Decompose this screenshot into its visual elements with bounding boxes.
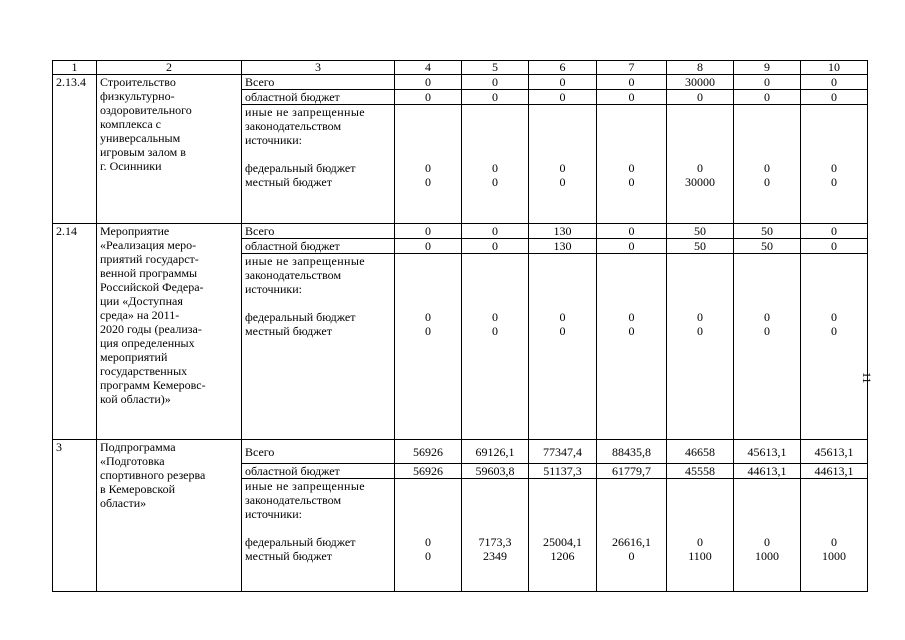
other-sources-line: законодательством <box>245 119 342 133</box>
spacer <box>532 147 593 161</box>
spacer <box>398 507 458 521</box>
spacer <box>670 147 730 161</box>
value-cell <box>734 105 801 224</box>
spacer <box>532 521 593 535</box>
mest-value: 0 <box>425 324 431 338</box>
spacer <box>465 147 525 161</box>
fed-value: 0 <box>492 161 498 175</box>
row-id: 2.14 <box>53 224 97 440</box>
spacer <box>398 147 458 161</box>
fed-value: 0 <box>425 161 431 175</box>
row-name-line: Российской Федера- <box>100 280 204 294</box>
spacer <box>532 282 593 296</box>
spacer <box>670 493 730 507</box>
spacer <box>245 521 391 535</box>
value-cell <box>597 105 667 224</box>
col-header: 1 <box>53 61 97 75</box>
spacer <box>670 479 730 493</box>
fed-label: федеральный бюджет <box>245 310 356 324</box>
spacer <box>670 133 730 147</box>
row-name-line: 2020 годы (реализа- <box>100 322 202 336</box>
other-sources-line: источники: <box>245 282 302 296</box>
value-cell: 0 <box>462 90 529 105</box>
value-cell: 0 <box>734 75 801 90</box>
source-label: Всего <box>242 75 395 90</box>
other-sources-cell <box>242 254 395 440</box>
spacer <box>804 296 864 310</box>
mest-label: местный бюджет <box>245 175 332 189</box>
spacer <box>465 282 525 296</box>
value-cell: 0 <box>801 224 868 239</box>
value-cell: 45558 <box>667 464 734 479</box>
spacer <box>804 507 864 521</box>
spacer <box>398 119 458 133</box>
value-cell: 30000 <box>667 75 734 90</box>
spacer <box>737 119 797 133</box>
spacer <box>804 119 864 133</box>
row-name-line: Мероприятие <box>100 224 170 238</box>
spacer <box>600 521 663 535</box>
row-name-line: мероприятий <box>100 350 168 364</box>
col-header: 4 <box>395 61 462 75</box>
source-label: Всего <box>242 440 395 464</box>
spacer <box>532 254 593 268</box>
fed-value: 26616,1 <box>612 535 651 549</box>
spacer <box>804 282 864 296</box>
spacer <box>600 147 663 161</box>
row-vsego <box>53 224 868 239</box>
value-cell: 0 <box>529 90 597 105</box>
spacer <box>804 268 864 282</box>
value-cell <box>734 479 801 592</box>
value-cell: 0 <box>597 75 667 90</box>
value-cell <box>395 105 462 224</box>
spacer <box>804 105 864 119</box>
value-cell <box>529 254 597 440</box>
value-cell: 0 <box>462 224 529 239</box>
row-name-line: венной программы <box>100 266 198 280</box>
other-sources-line: источники: <box>245 507 302 521</box>
value-cell: 45613,1 <box>734 440 801 464</box>
spacer <box>600 282 663 296</box>
col-header: 10 <box>801 61 868 75</box>
spacer <box>804 147 864 161</box>
spacer <box>737 479 797 493</box>
mest-value: 0 <box>425 175 431 189</box>
value-cell: 51137,3 <box>529 464 597 479</box>
value-cell <box>395 254 462 440</box>
spacer <box>245 147 391 161</box>
row-id: 3 <box>53 440 97 592</box>
value-cell: 0 <box>529 75 597 90</box>
fed-value: 0 <box>492 310 498 324</box>
other-sources-line: иные не запрещенные <box>245 479 366 493</box>
spacer <box>670 521 730 535</box>
value-cell <box>801 479 868 592</box>
value-cell <box>529 105 597 224</box>
fed-value: 0 <box>697 310 703 324</box>
other-sources-cell <box>242 105 395 224</box>
other-sources-line: законодательством <box>245 493 342 507</box>
mest-value: 1000 <box>822 549 846 563</box>
value-cell: 44613,1 <box>801 464 868 479</box>
spacer <box>804 254 864 268</box>
spacer <box>670 507 730 521</box>
value-cell: 0 <box>667 90 734 105</box>
spacer <box>398 493 458 507</box>
row-name-line: «Реализация меро- <box>100 238 197 252</box>
row-name-line: спортивного резерва <box>100 468 206 482</box>
mest-value: 1100 <box>688 549 712 563</box>
value-cell <box>462 254 529 440</box>
mest-value: 0 <box>831 175 837 189</box>
spacer <box>600 105 663 119</box>
value-cell: 0 <box>801 75 868 90</box>
col-header: 3 <box>242 61 395 75</box>
value-cell: 50 <box>667 239 734 254</box>
spacer <box>465 105 525 119</box>
spacer <box>670 254 730 268</box>
spacer <box>670 268 730 282</box>
spacer <box>600 254 663 268</box>
mest-value: 0 <box>764 175 770 189</box>
row-name <box>97 75 242 224</box>
spacer <box>532 507 593 521</box>
spacer <box>737 282 797 296</box>
mest-value: 0 <box>697 324 703 338</box>
page-number: 11 <box>860 372 874 384</box>
col-header: 9 <box>734 61 801 75</box>
spacer <box>398 296 458 310</box>
other-sources-line: источники: <box>245 133 302 147</box>
spacer <box>465 254 525 268</box>
fed-value: 0 <box>559 310 566 324</box>
fed-value: 0 <box>764 310 770 324</box>
value-cell <box>597 254 667 440</box>
fed-value: 0 <box>628 310 635 324</box>
row-name-line: оздоровительного <box>100 103 192 117</box>
fed-value: 0 <box>628 161 635 175</box>
mest-value: 0 <box>831 324 837 338</box>
col-header: 7 <box>597 61 667 75</box>
spacer <box>737 296 797 310</box>
spacer <box>532 268 593 282</box>
row-name-line: ция определенных <box>100 336 195 350</box>
mest-value: 1206 <box>550 549 575 563</box>
value-cell: 56926 <box>395 464 462 479</box>
spacer <box>465 133 525 147</box>
source-label: областной бюджет <box>242 239 395 254</box>
value-cell: 0 <box>395 224 462 239</box>
mest-value: 0 <box>628 175 635 189</box>
row-id: 2.13.4 <box>53 75 97 224</box>
spacer <box>737 147 797 161</box>
fed-value: 0 <box>831 161 837 175</box>
row-name-line: ции «Доступная <box>100 294 183 308</box>
value-cell <box>462 105 529 224</box>
fed-label: федеральный бюджет <box>245 535 356 549</box>
fed-value: 0 <box>425 535 431 549</box>
mest-label: местный бюджет <box>245 324 332 338</box>
spacer <box>532 119 593 133</box>
row-name-line: игровым залом в <box>100 145 186 159</box>
value-cell: 0 <box>597 239 667 254</box>
spacer <box>465 521 525 535</box>
spacer <box>737 268 797 282</box>
mest-value: 0 <box>492 324 498 338</box>
mest-value: 0 <box>559 324 566 338</box>
row-name-line: Подпрограмма <box>100 440 176 454</box>
row-name-line: г. Осинники <box>100 159 162 173</box>
other-sources-line: законодательством <box>245 268 342 282</box>
row-name-line: в Кемеровской <box>100 482 176 496</box>
value-cell <box>395 479 462 592</box>
mest-value: 1000 <box>755 549 779 563</box>
value-cell: 0 <box>395 75 462 90</box>
budget-table <box>52 60 868 592</box>
spacer <box>398 521 458 535</box>
spacer <box>600 133 663 147</box>
row-name-line: приятий государст- <box>100 252 199 266</box>
col-header: 8 <box>667 61 734 75</box>
spacer <box>670 296 730 310</box>
spacer <box>737 105 797 119</box>
row-name-line: физкультурно- <box>100 89 175 103</box>
spacer <box>600 268 663 282</box>
source-label: областной бюджет <box>242 90 395 105</box>
other-sources-cell <box>242 479 395 592</box>
row-vsego <box>53 440 868 464</box>
mest-value: 0 <box>425 549 431 563</box>
mest-value: 30000 <box>685 175 715 189</box>
value-cell: 59603,8 <box>462 464 529 479</box>
value-cell: 61779,7 <box>597 464 667 479</box>
value-cell: 77347,4 <box>529 440 597 464</box>
col-header: 5 <box>462 61 529 75</box>
value-cell <box>462 479 529 592</box>
value-cell <box>667 105 734 224</box>
source-label: Всего <box>242 224 395 239</box>
col-header: 2 <box>97 61 242 75</box>
row-name-line: универсальным <box>100 131 181 145</box>
row-name-line: государственных <box>100 364 188 378</box>
value-cell <box>529 479 597 592</box>
fed-value: 0 <box>764 535 770 549</box>
spacer <box>737 254 797 268</box>
row-name <box>97 224 242 440</box>
row-name-line: кой области)» <box>100 392 171 406</box>
mest-value: 0 <box>628 549 635 563</box>
value-cell: 0 <box>597 224 667 239</box>
fed-value: 0 <box>425 310 431 324</box>
spacer <box>465 479 525 493</box>
row-name-line: «Подготовка <box>100 454 165 468</box>
fed-value: 25004,1 <box>543 535 582 549</box>
spacer <box>670 282 730 296</box>
spacer <box>804 479 864 493</box>
row-name-line: комплекса с <box>100 117 161 131</box>
value-cell: 69126,1 <box>462 440 529 464</box>
value-cell: 50 <box>734 224 801 239</box>
spacer <box>465 119 525 133</box>
spacer <box>398 133 458 147</box>
value-cell: 56926 <box>395 440 462 464</box>
value-cell: 88435,8 <box>597 440 667 464</box>
value-cell: 46658 <box>667 440 734 464</box>
fed-value: 0 <box>831 535 837 549</box>
value-cell: 50 <box>734 239 801 254</box>
spacer <box>737 521 797 535</box>
spacer <box>804 521 864 535</box>
value-cell: 130 <box>529 224 597 239</box>
value-cell: 0 <box>597 90 667 105</box>
spacer <box>804 133 864 147</box>
budget-table-body <box>53 61 868 592</box>
spacer <box>465 296 525 310</box>
spacer <box>600 507 663 521</box>
row-name-line: программ Кемеровс- <box>100 378 206 392</box>
spacer <box>532 479 593 493</box>
value-cell: 50 <box>667 224 734 239</box>
mest-value: 0 <box>764 324 770 338</box>
spacer <box>398 268 458 282</box>
mest-value: 0 <box>492 175 498 189</box>
row-name-line: среда» на 2011- <box>100 308 180 322</box>
value-cell <box>667 254 734 440</box>
value-cell: 0 <box>734 90 801 105</box>
spacer <box>670 119 730 133</box>
spacer <box>465 507 525 521</box>
value-cell: 0 <box>395 90 462 105</box>
spacer <box>465 493 525 507</box>
fed-value: 0 <box>559 161 566 175</box>
value-cell <box>801 105 868 224</box>
value-cell: 0 <box>462 75 529 90</box>
fed-value: 0 <box>697 535 703 549</box>
value-cell: 130 <box>529 239 597 254</box>
row-vsego <box>53 75 868 90</box>
spacer <box>398 254 458 268</box>
value-cell: 45613,1 <box>801 440 868 464</box>
value-cell: 0 <box>801 239 868 254</box>
fed-value: 7173,3 <box>478 535 512 549</box>
spacer <box>398 105 458 119</box>
row-name-line: Строительство <box>100 75 176 89</box>
spacer <box>532 133 593 147</box>
spacer <box>670 105 730 119</box>
spacer <box>600 493 663 507</box>
header-row <box>53 61 868 75</box>
other-sources-line: иные не запрещенные <box>245 105 366 119</box>
spacer <box>245 296 391 310</box>
spacer <box>398 282 458 296</box>
spacer <box>600 296 663 310</box>
fed-value: 0 <box>697 161 703 175</box>
fed-value: 0 <box>831 310 837 324</box>
spacer <box>737 507 797 521</box>
spacer <box>600 119 663 133</box>
spacer <box>737 493 797 507</box>
mest-value: 2349 <box>483 549 507 563</box>
value-cell: 0 <box>462 239 529 254</box>
mest-label: местный бюджет <box>245 549 332 563</box>
row-name-line: области» <box>100 496 147 510</box>
col-header: 6 <box>529 61 597 75</box>
value-cell <box>667 479 734 592</box>
spacer <box>737 133 797 147</box>
value-cell <box>597 479 667 592</box>
fed-value: 0 <box>764 161 770 175</box>
mest-value: 0 <box>628 324 635 338</box>
spacer <box>600 479 663 493</box>
spacer <box>398 479 458 493</box>
spacer <box>465 268 525 282</box>
mest-value: 0 <box>559 175 566 189</box>
value-cell: 0 <box>801 90 868 105</box>
row-name <box>97 440 242 592</box>
fed-label: федеральный бюджет <box>245 161 356 175</box>
value-cell: 0 <box>395 239 462 254</box>
spacer <box>532 296 593 310</box>
spacer <box>804 493 864 507</box>
spacer <box>532 105 593 119</box>
spacer <box>532 493 593 507</box>
value-cell <box>801 254 868 440</box>
source-label: областной бюджет <box>242 464 395 479</box>
other-sources-line: иные не запрещенные <box>245 254 366 268</box>
value-cell: 44613,1 <box>734 464 801 479</box>
value-cell <box>734 254 801 440</box>
